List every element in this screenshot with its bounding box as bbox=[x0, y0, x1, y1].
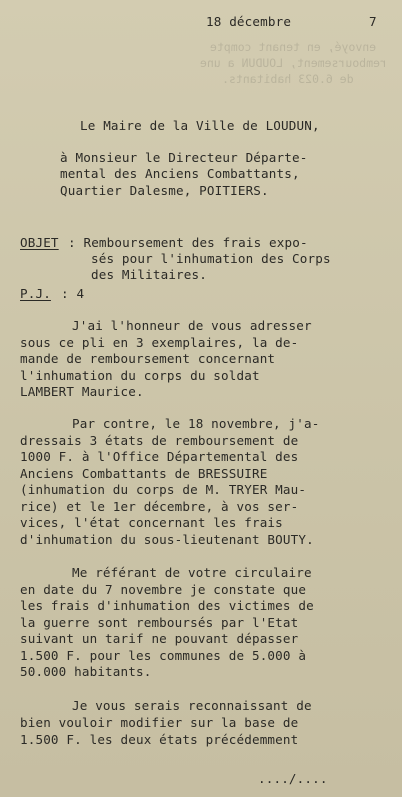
paragraph-line: Me référant de votre circulaire bbox=[72, 565, 312, 580]
objet-line: sés pour l'inhumation des Corps bbox=[91, 251, 331, 266]
paragraph-line: LAMBERT Maurice. bbox=[20, 384, 144, 399]
paragraph-line: les frais d'inhumation des victimes de bbox=[20, 598, 314, 613]
paragraph-line: 1000 F. à l'Office Départemental des bbox=[20, 449, 299, 464]
page-number: 7 bbox=[369, 14, 377, 29]
paragraph-line: d'inhumation du sous-lieutenant BOUTY. bbox=[20, 532, 314, 547]
bleedthrough-line: remboursement, LOUDUN a une bbox=[200, 56, 387, 70]
header-date: 18 décembre bbox=[206, 14, 292, 29]
objet-label: OBJET bbox=[20, 235, 59, 250]
bleedthrough-line: envoyé, en tenant compte bbox=[210, 40, 377, 54]
paragraph-line: Anciens Combattants de BRESSUIRE bbox=[20, 466, 268, 481]
paragraph-line: 50.000 habitants. bbox=[20, 664, 152, 679]
continuation-mark: ..../.... bbox=[258, 771, 328, 786]
recipient-line: Quartier Dalesme, POITIERS. bbox=[60, 183, 269, 198]
paragraph-line: dressais 3 états de remboursement de bbox=[20, 433, 299, 448]
pj-label: P.J. bbox=[20, 286, 51, 301]
paragraph-line: (inhumation du corps de M. TRYER Mau- bbox=[20, 482, 307, 497]
paragraph-line: rice) et le 1er décembre, à vos ser- bbox=[20, 499, 299, 514]
paragraph-line: mande de remboursement concernant bbox=[20, 351, 276, 366]
paragraph-line: Par contre, le 18 novembre, j'a- bbox=[72, 416, 320, 431]
paragraph-line: l'inhumation du corps du soldat bbox=[20, 368, 260, 383]
objet-line: : Remboursement des frais expo- bbox=[68, 235, 308, 250]
paragraph-line: J'ai l'honneur de vous adresser bbox=[72, 318, 312, 333]
objet-line: des Militaires. bbox=[91, 267, 207, 282]
paragraph-line: en date du 7 novembre je constate que bbox=[20, 582, 307, 597]
paragraph-line: suivant un tarif ne pouvant dépasser bbox=[20, 631, 299, 646]
paragraph-line: 1.500 F. pour les communes de 5.000 à bbox=[20, 648, 307, 663]
bleedthrough-line: de 6.023 habitants. bbox=[222, 72, 354, 86]
paragraph-line: bien vouloir modifier sur la base de bbox=[20, 715, 299, 730]
recipient-line: à Monsieur le Directeur Départe- bbox=[60, 150, 308, 165]
paragraph-line: la guerre sont remboursés par l'Etat bbox=[20, 615, 299, 630]
paragraph-line: Je vous serais reconnaissant de bbox=[72, 698, 312, 713]
paragraph-line: vices, l'état concernant les frais bbox=[20, 515, 283, 530]
paragraph-line: 1.500 F. les deux états précédemment bbox=[20, 732, 299, 747]
recipient-line: mental des Anciens Combattants, bbox=[60, 166, 300, 181]
pj-value: : 4 bbox=[61, 286, 85, 301]
sender-line: Le Maire de la Ville de LOUDUN, bbox=[80, 118, 320, 133]
paragraph-line: sous ce pli en 3 exemplaires, la de- bbox=[20, 335, 299, 350]
